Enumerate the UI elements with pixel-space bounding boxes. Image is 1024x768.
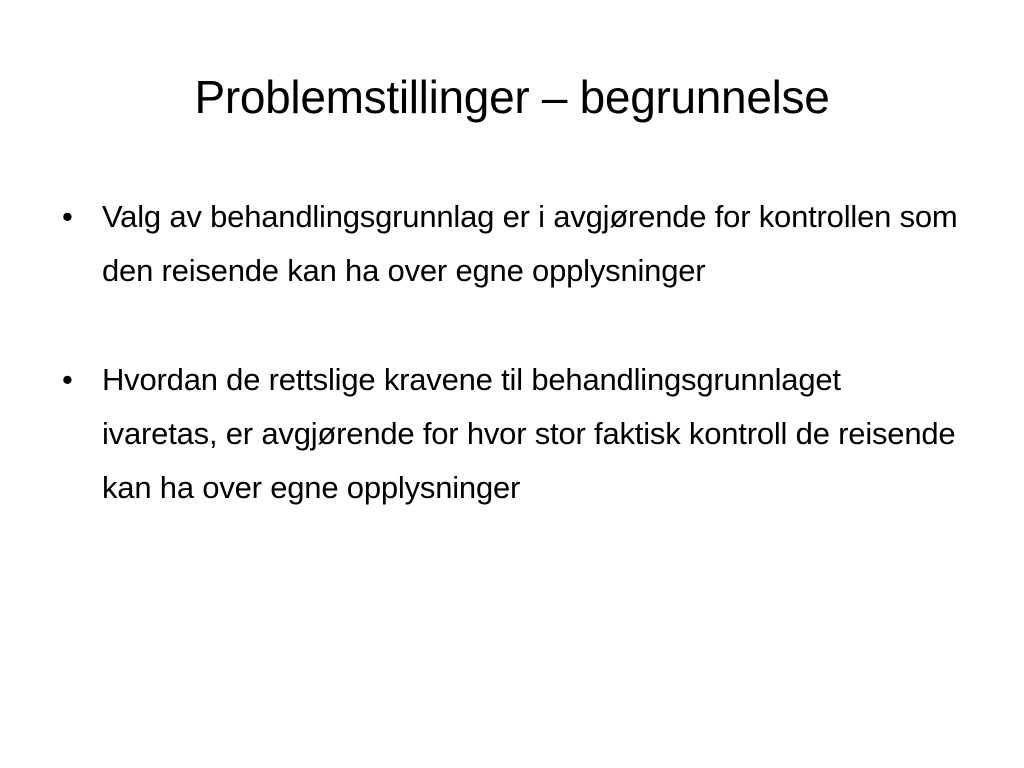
bullet-item <box>62 353 962 515</box>
bullet-text: Valg av behandlingsgrunnlag er i avgjørende for kontrollen som den reisende kan ha over egne opplysninger <box>102 199 958 288</box>
bullet-item <box>62 190 962 298</box>
bullet-list <box>62 190 962 515</box>
bullet-text: Hvordan de rettslige kravene til behandlingsgrunnlaget ivaretas, er avgjørende for hvor stor faktisk kontroll de reisende kan ha over egne opplysninger <box>102 362 956 505</box>
bullet-dot-icon: • <box>62 199 73 234</box>
slide-title: Problemstillinger – begrunnelse <box>194 71 830 123</box>
bullet-dot-icon: • <box>62 362 73 397</box>
